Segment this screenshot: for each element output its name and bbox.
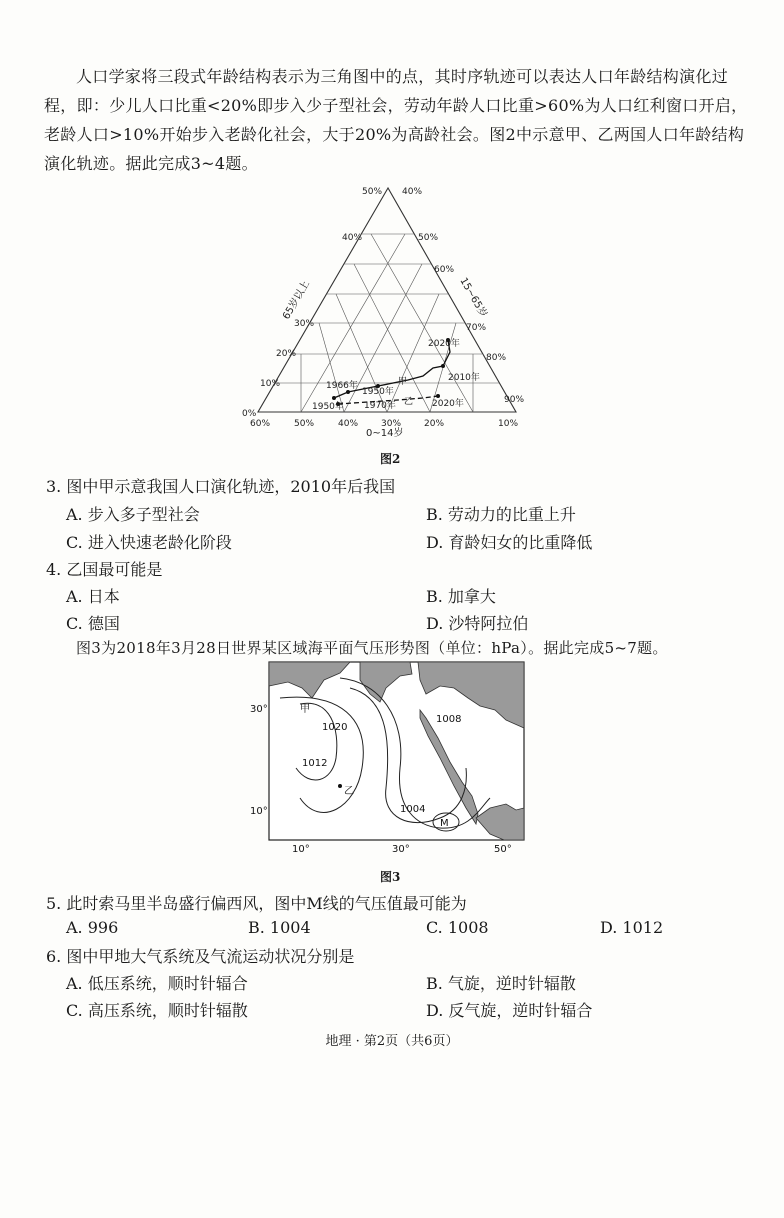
isobar-label-1008: 1008 <box>436 714 462 725</box>
q4-stem: 4. 乙国最可能是 <box>46 560 163 579</box>
lon-label-50: 50° <box>494 844 512 855</box>
q5-option-c[interactable]: C. 1008 <box>426 918 489 937</box>
axis-bottom-label: 0~14岁 <box>366 428 404 439</box>
bottom-tick: 30% <box>381 419 402 429</box>
label-1950a: 1950年 <box>312 402 344 412</box>
q5-stem: 5. 此时索马里半岛盛行偏西风，图中M线的气压值最可能为 <box>46 894 467 913</box>
label-2010: 2010年 <box>448 373 480 383</box>
label-1966: 1966年 <box>326 381 358 391</box>
pressure-map <box>240 658 540 858</box>
left-tick: 50% <box>362 187 383 197</box>
q3-option-a[interactable]: A. 步入多子型社会 <box>66 505 200 524</box>
bottom-tick: 60% <box>250 419 271 429</box>
left-tick: 10% <box>260 379 281 389</box>
q6-option-d[interactable]: D. 反气旋，逆时针辐合 <box>426 1001 593 1020</box>
point-jia-2010 <box>441 364 445 368</box>
bottom-ticks <box>250 419 518 429</box>
q3-option-c[interactable]: C. 进入快速老龄化阶段 <box>66 533 232 552</box>
point-jia-1950 <box>332 396 336 400</box>
q6-option-b[interactable]: B. 气旋，逆时针辐散 <box>426 974 576 993</box>
ternary-diagram <box>238 180 538 440</box>
bottom-tick: 20% <box>424 419 445 429</box>
q3-option-b[interactable]: B. 劳动力的比重上升 <box>426 505 576 524</box>
lat-label-30: 30° <box>250 704 268 715</box>
lon-label-30: 30° <box>392 844 410 855</box>
axis-left-label: 65岁以上 <box>281 278 312 322</box>
lon-label-10: 10° <box>292 844 310 855</box>
q4-option-d[interactable]: D. 沙特阿拉伯 <box>426 614 529 633</box>
bottom-tick: 10% <box>498 419 519 429</box>
isobar-label-1020: 1020 <box>322 722 348 733</box>
label-jia-fig2: 甲 <box>398 377 408 387</box>
q5-option-b[interactable]: B. 1004 <box>248 918 311 937</box>
right-tick: 70% <box>466 323 487 333</box>
left-tick: 20% <box>276 349 297 359</box>
axis-right-label: 15~65岁 <box>457 276 489 320</box>
left-tick: 0% <box>242 409 257 419</box>
point-yi-2020 <box>436 394 440 398</box>
label-2020a: 2020年 <box>428 339 460 349</box>
q3-stem: 3. 图中甲示意我国人口演化轨迹，2010年后我国 <box>46 477 396 496</box>
label-jia-fig3: 甲 <box>300 704 310 715</box>
label-1950b: 1950年 <box>362 387 394 397</box>
left-ticks <box>242 187 382 419</box>
figure3-caption: 图3 <box>380 870 401 884</box>
q4-option-c[interactable]: C. 德国 <box>66 614 120 633</box>
right-tick: 60% <box>434 265 455 275</box>
lat-label-10: 10° <box>250 806 268 817</box>
label-m: M <box>440 818 449 829</box>
point-yi <box>338 784 342 788</box>
bottom-tick: 50% <box>294 419 315 429</box>
left-tick: 40% <box>342 233 363 243</box>
label-2020b: 2020年 <box>432 399 464 409</box>
figure2-caption: 图2 <box>380 452 401 466</box>
label-yi-fig2: 乙 <box>404 397 414 407</box>
isobar-label-1004: 1004 <box>400 804 426 815</box>
q5-option-a[interactable]: A. 996 <box>66 918 119 937</box>
isobar-label-1012: 1012 <box>302 758 328 769</box>
left-tick: 30% <box>294 319 315 329</box>
q6-option-c[interactable]: C. 高压系统，顺时针辐散 <box>66 1001 248 1020</box>
q6-stem: 6. 图中甲地大气系统及气流运动状况分别是 <box>46 947 355 966</box>
page-footer: 地理 · 第2页（共6页） <box>325 1034 459 1049</box>
q4-option-b[interactable]: B. 加拿大 <box>426 587 496 606</box>
label-yi-fig3: 乙 <box>344 786 354 797</box>
right-tick: 80% <box>486 353 507 363</box>
bottom-tick: 40% <box>338 419 359 429</box>
q4-option-a[interactable]: A. 日本 <box>66 587 120 606</box>
right-tick: 40% <box>402 187 423 197</box>
label-1970: 1970年 <box>364 401 396 411</box>
q6-option-a[interactable]: A. 低压系统，顺时针辐合 <box>66 974 248 993</box>
right-tick: 50% <box>418 233 439 243</box>
q5-option-d[interactable]: D. 1012 <box>600 918 664 937</box>
right-tick: 90% <box>504 395 525 405</box>
figure3-intro: 图3为2018年3月28日世界某区域海平面气压形势图（单位：hPa）。据此完成5~7题。 <box>76 639 668 657</box>
intro-paragraph: 人口学家将三段式年龄结构表示为三角图中的点，其时序轨迹可以表达人口年龄结构演化过程，即：少儿人口比重<20%即步入少子型社会，劳动年龄人口比重>60%为人口红利窗口开启，老龄人口>10%开始步入老龄化社会，大于20%为高龄社会。图2中示意甲、乙两国人口年龄结构演化轨迹。据此完成3~4题。 <box>44 67 748 173</box>
q3-option-d[interactable]: D. 育龄妇女的比重降低 <box>426 533 593 552</box>
